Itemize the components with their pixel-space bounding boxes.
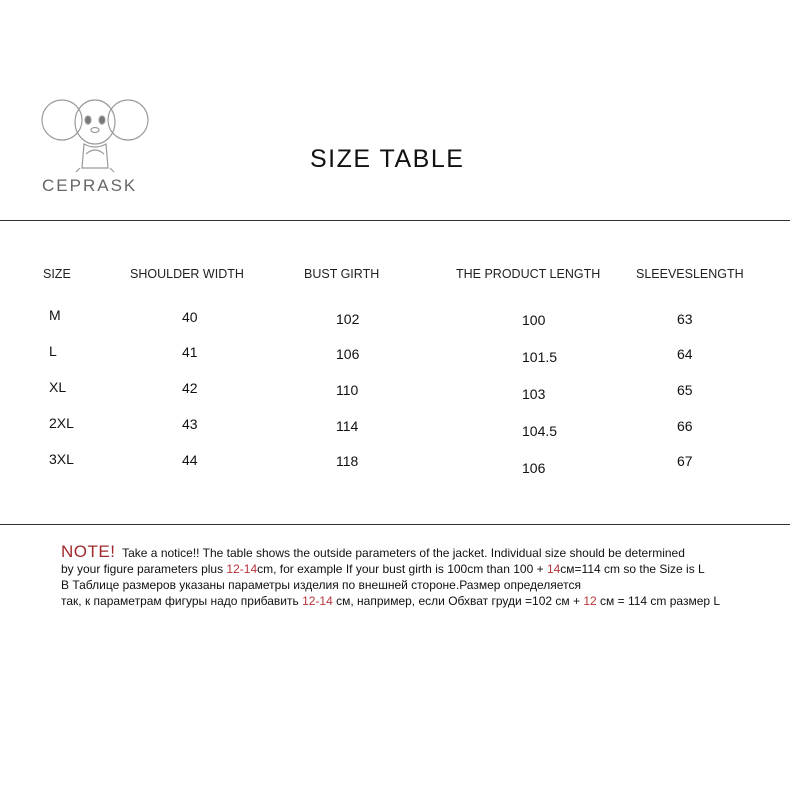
header-product-length: THE PRODUCT LENGTH — [456, 267, 601, 281]
divider-top — [0, 220, 790, 221]
sleeve-cell: 64 — [677, 346, 693, 362]
brand-logo — [36, 94, 156, 198]
notice-text: так, к параметрам фигуры надо прибавить — [61, 594, 303, 608]
bust-cell: 102 — [336, 311, 360, 327]
sleeve-cell: 65 — [677, 382, 693, 398]
notice-text: by your figure parameters plus — [61, 562, 227, 576]
bust-cell: 106 — [336, 346, 360, 362]
size-notice — [61, 544, 761, 609]
notice-text: см=114 cm so the Size is L — [560, 562, 705, 576]
shoulder-cell: 43 — [182, 416, 198, 432]
page-title: SIZE TABLE — [310, 145, 465, 173]
brand-name: CEPRASK — [42, 176, 138, 195]
notice-highlight: 12-14 — [302, 594, 333, 608]
sleeve-cell: 66 — [677, 418, 693, 434]
shoulder-cell: 44 — [182, 452, 198, 468]
notice-line-3: В Таблице размеров указаны параметры изделия по внешней стороне.Размер определяется — [61, 578, 581, 592]
mascot-icon — [40, 94, 152, 174]
size-cell: L — [49, 343, 57, 359]
sleeve-cell: 67 — [677, 453, 693, 469]
bust-cell: 118 — [336, 453, 359, 469]
length-cell: 104.5 — [522, 423, 558, 439]
length-cell: 101.5 — [522, 349, 558, 365]
size-cell: M — [49, 307, 61, 323]
notice-line-2 — [61, 561, 761, 577]
shoulder-cell: 40 — [182, 309, 198, 325]
notice-line-4 — [61, 593, 761, 609]
size-cell: 3XL — [49, 451, 74, 467]
length-cell: 106 — [522, 460, 546, 476]
notice-text: Take a notice!! The table shows the outside parameters of the jacket. Individual size should be determined — [122, 546, 685, 560]
notice-highlight: 12-14 — [226, 562, 258, 576]
header-sleeves-length: SLEEVESLENGTH — [636, 267, 744, 281]
header-bust-girth: BUST GIRTH — [304, 267, 380, 281]
length-cell: 100 — [522, 312, 546, 328]
size-cell: XL — [49, 379, 67, 395]
header-shoulder-width: SHOULDER WIDTH — [130, 267, 244, 281]
length-cell: 103 — [522, 386, 546, 402]
divider-bottom — [0, 524, 790, 525]
notice-label: NOTE! — [61, 542, 116, 561]
notice-highlight: 12 — [583, 594, 597, 608]
sleeve-cell: 63 — [677, 311, 693, 327]
bust-cell: 110 — [336, 382, 359, 398]
notice-highlight: 14 — [546, 562, 561, 576]
bust-cell: 114 — [336, 418, 359, 434]
notice-text: см, например, если Обхват груди =102 см + — [332, 594, 584, 608]
shoulder-cell: 42 — [182, 380, 198, 396]
header-size: SIZE — [43, 267, 71, 281]
shoulder-cell: 41 — [182, 344, 198, 360]
notice-line-1 — [61, 544, 761, 561]
notice-text: cm, for example If your bust girth is 100cm than 100 + — [257, 562, 547, 576]
notice-text: см = 114 cm размер L — [596, 594, 721, 608]
size-cell: 2XL — [49, 415, 74, 431]
